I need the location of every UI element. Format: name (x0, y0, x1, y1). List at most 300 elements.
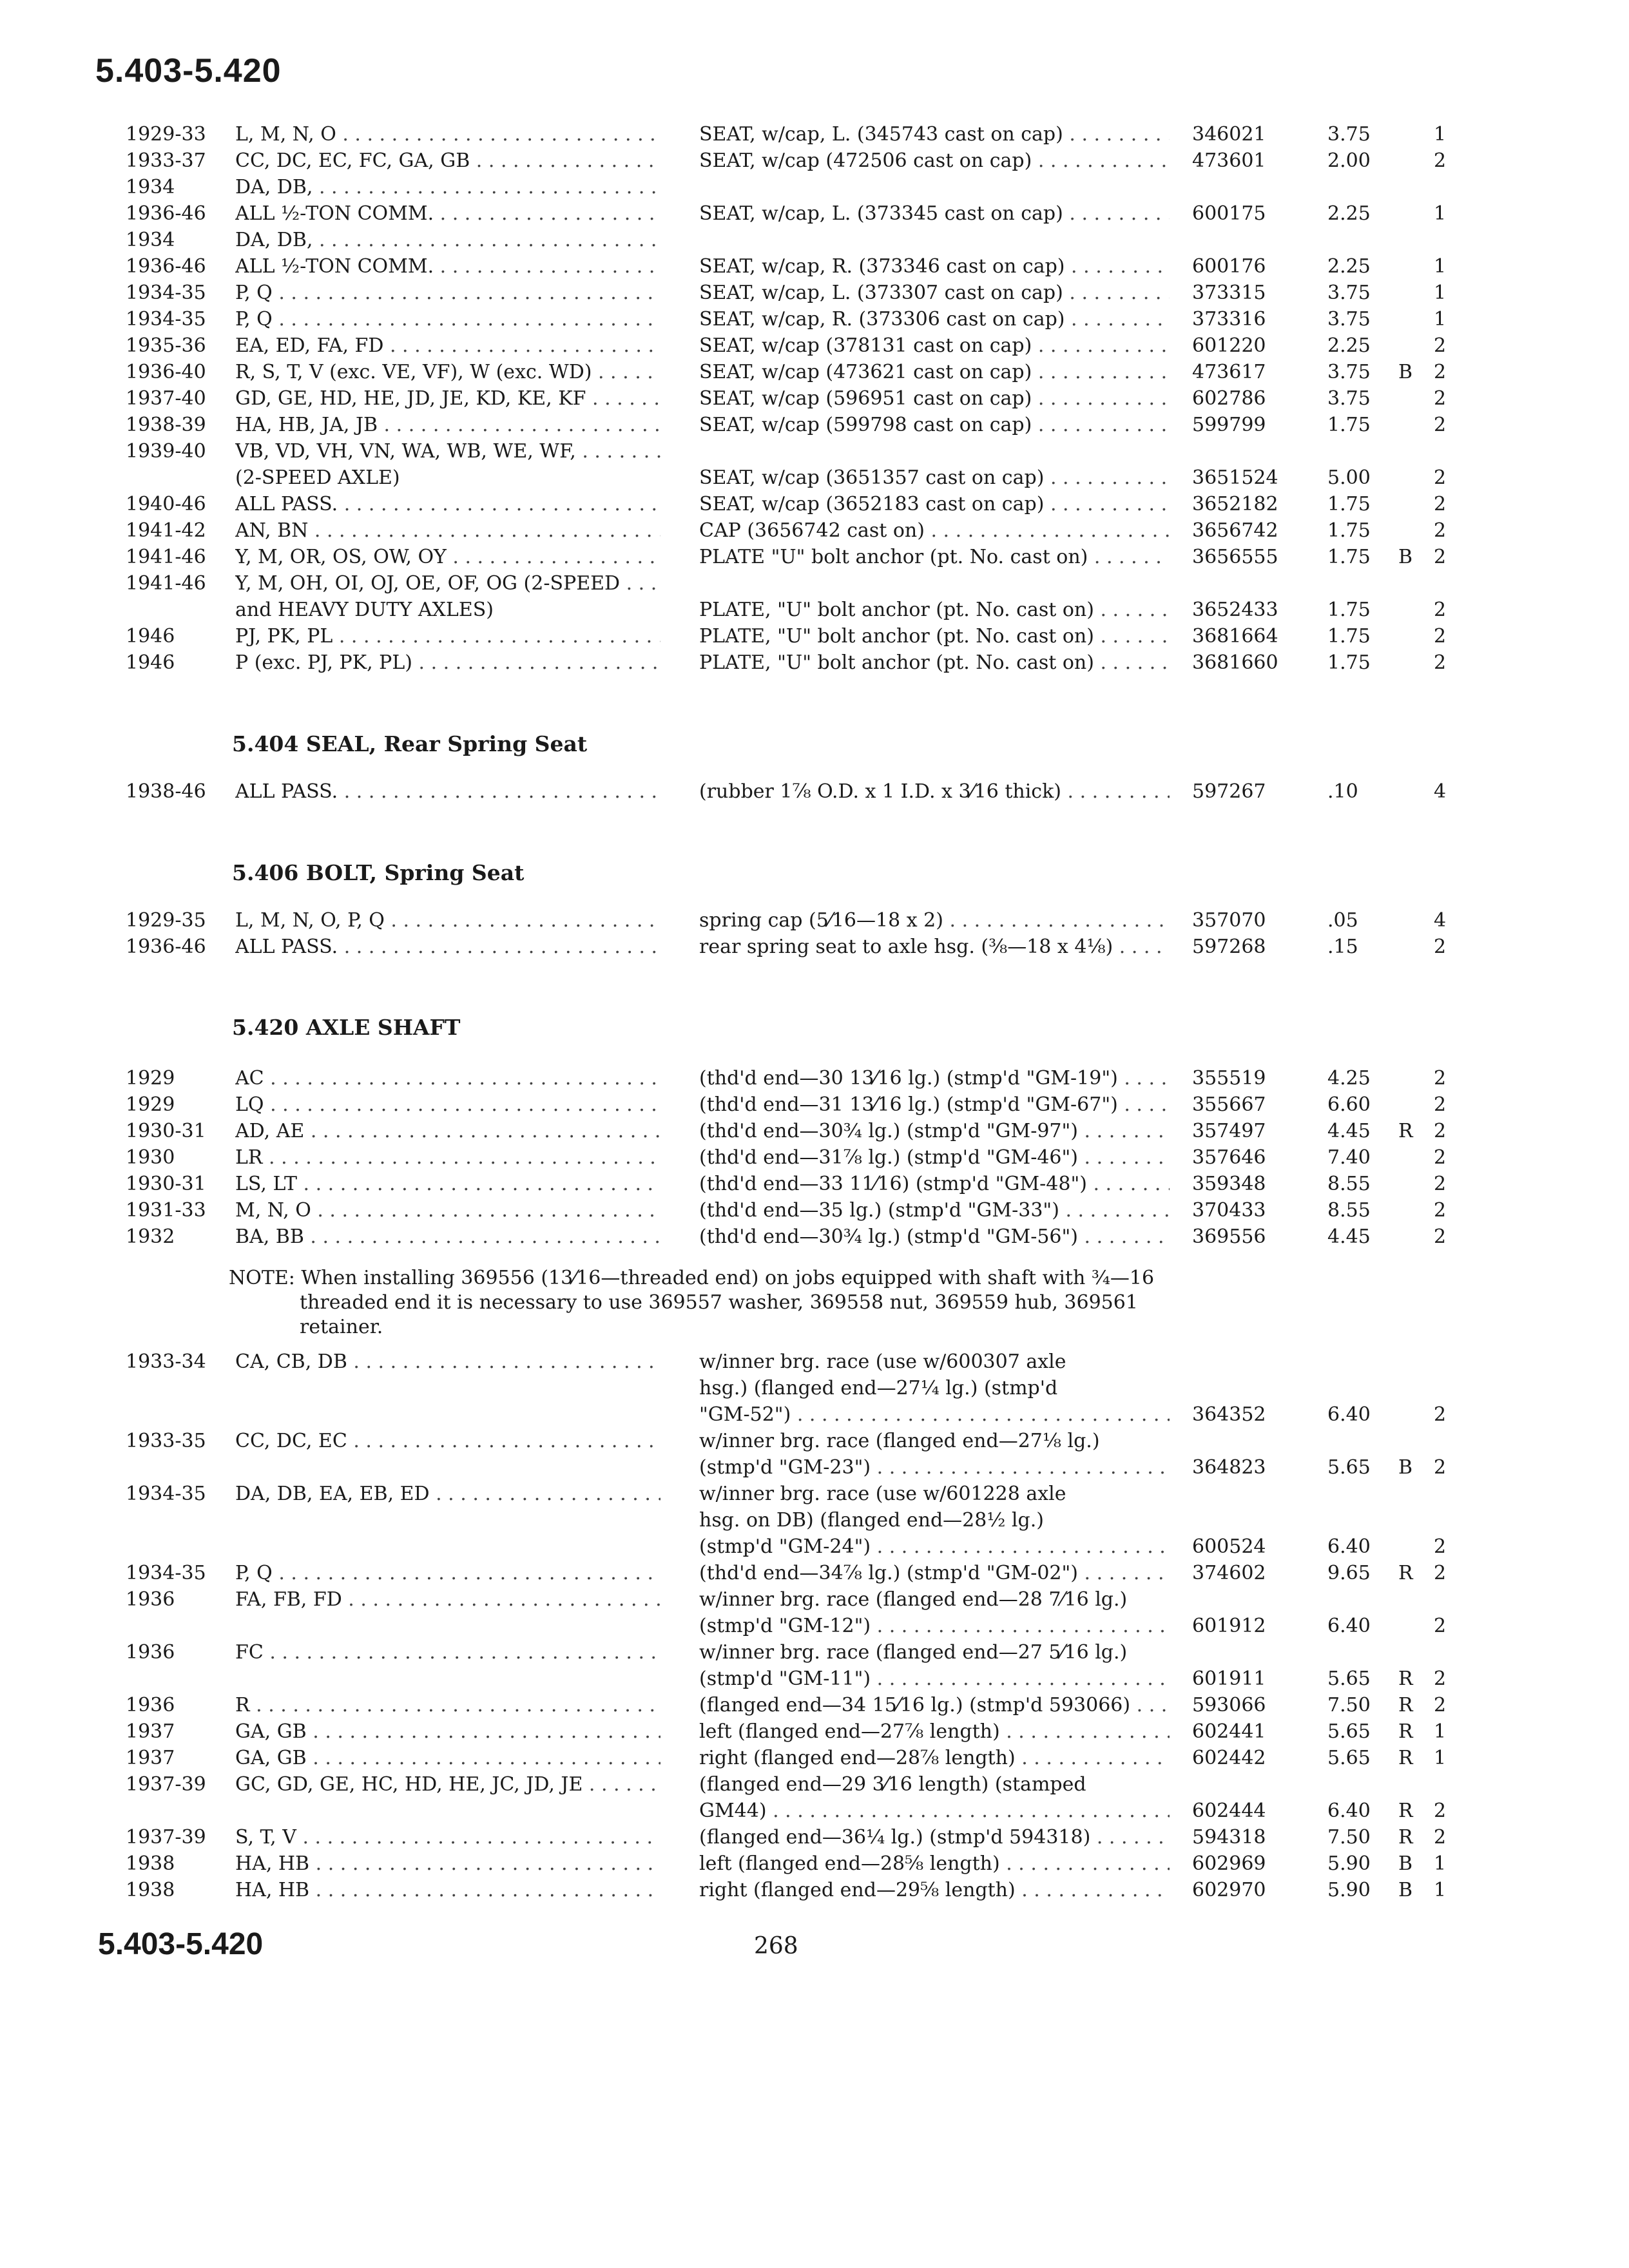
model-cell: Y, M, OH, OI, OJ, OE, OF, OG (2-SPEED . . . (235, 572, 660, 596)
price-cell: 3.75 (1327, 308, 1371, 331)
description-cell: "GM-52") . . . (699, 1403, 1170, 1427)
table-row (0, 466, 1629, 493)
part-number-cell: 369556 (1192, 1225, 1266, 1248)
year-cell: 1937 (126, 1747, 175, 1769)
quantity-cell: 2 (1434, 414, 1447, 436)
description-cell: hsg.) (flanged end—27¼ lg.) (stmp'd (699, 1377, 1058, 1399)
table-row (0, 1614, 1629, 1641)
quantity-cell: 1 (1434, 1747, 1447, 1769)
table-row (0, 1535, 1629, 1562)
price-cell: 8.55 (1327, 1199, 1371, 1222)
section-title-axle: 5.420 AXLE SHAFT (232, 1015, 461, 1040)
table-row (0, 228, 1629, 255)
description-cell: (flanged end—36¼ lg.) (stmp'd 594318) . . . (699, 1825, 1170, 1850)
table-row (0, 307, 1629, 334)
table-row (0, 780, 1629, 807)
price-cell: 3.75 (1327, 387, 1371, 410)
price-cell: 6.40 (1327, 1615, 1371, 1637)
year-cell: 1938 (126, 1852, 175, 1875)
year-cell: 1933-34 (126, 1350, 206, 1373)
quantity-cell: 1 (1434, 1852, 1447, 1875)
table-row (0, 1825, 1629, 1852)
quantity-cell: 2 (1434, 1093, 1447, 1116)
description-cell: rear spring seat to axle hsg. (⅜—18 x 4⅛) . . . (699, 935, 1170, 959)
table-row (0, 387, 1629, 414)
quantity-cell: 2 (1434, 1456, 1447, 1479)
year-cell: 1936-40 (126, 361, 206, 383)
model-cell: Y, M, OR, OS, OW, OY . . . (235, 545, 660, 570)
table-row (0, 122, 1629, 149)
year-cell: 1936 (126, 1588, 175, 1611)
code-cell: R (1398, 1667, 1413, 1690)
table-row (0, 1667, 1629, 1694)
code-cell: B (1398, 1852, 1413, 1875)
part-number-cell: 600175 (1192, 202, 1266, 225)
price-cell: 1.75 (1327, 493, 1371, 515)
quantity-cell: 2 (1434, 387, 1447, 410)
year-cell: 1946 (126, 625, 175, 648)
table-row (0, 1799, 1629, 1826)
page-header-range: 5.403-5.420 (95, 52, 282, 90)
description-cell: (stmp'd "GM-24") . . . (699, 1535, 1170, 1559)
part-number-cell: 597267 (1192, 780, 1266, 803)
page-footer-range: 5.403-5.420 (98, 1927, 264, 1961)
quantity-cell: 2 (1434, 1067, 1447, 1090)
table-row (0, 624, 1629, 651)
part-number-cell: 600176 (1192, 255, 1266, 278)
note-line-1: NOTE: When installing 369556 (13⁄16—threaded end) on jobs equipped with shaft with ¾—16 (229, 1267, 1155, 1289)
model-cell: DA, DB, EA, EB, ED . . . (235, 1482, 660, 1506)
year-cell: 1933-35 (126, 1430, 206, 1452)
year-cell: 1930 (126, 1146, 175, 1169)
price-cell: 2.25 (1327, 255, 1371, 278)
section-title-seal: 5.404 SEAL, Rear Spring Seat (232, 731, 588, 756)
price-cell: .05 (1327, 909, 1358, 932)
table-row (0, 149, 1629, 176)
part-number-cell: 373316 (1192, 308, 1266, 331)
part-number-cell: 364352 (1192, 1403, 1266, 1426)
quantity-cell: 1 (1434, 123, 1447, 146)
model-cell: GD, GE, HD, HE, JD, JE, KD, KE, KF . . . (235, 387, 660, 411)
part-number-cell: 357070 (1192, 909, 1266, 932)
quantity-cell: 2 (1434, 1225, 1447, 1248)
table-row (0, 651, 1629, 678)
year-cell: 1941-42 (126, 519, 206, 542)
quantity-cell: 4 (1434, 909, 1447, 932)
part-number-cell: 602969 (1192, 1852, 1266, 1875)
description-cell: PLATE, "U" bolt anchor (pt. No. cast on) . . . (699, 651, 1170, 675)
description-cell: (flanged end—34 15⁄16 lg.) (stmp'd 593066) . . . (699, 1693, 1170, 1718)
price-cell: 6.60 (1327, 1093, 1371, 1116)
year-cell: 1929-33 (126, 123, 206, 146)
description-cell: CAP (3656742 cast on) . . . (699, 519, 1170, 543)
description-cell: PLATE, "U" bolt anchor (pt. No. cast on) . . . (699, 624, 1170, 649)
table-row (0, 1429, 1629, 1456)
price-cell: 1.75 (1327, 414, 1371, 436)
part-number-cell: 601911 (1192, 1667, 1266, 1690)
table-row (0, 572, 1629, 599)
description-cell: SEAT, w/cap (596951 cast on cap) . . . (699, 387, 1170, 411)
price-cell: 6.40 (1327, 1403, 1371, 1426)
year-cell: 1938-46 (126, 780, 206, 803)
model-cell: P, Q . . . (235, 307, 660, 332)
note-line-3: retainer. (300, 1316, 383, 1338)
price-cell: 5.00 (1327, 466, 1371, 489)
price-cell: 4.25 (1327, 1067, 1371, 1090)
year-cell: 1938-39 (126, 414, 206, 436)
year-cell: 1930-31 (126, 1120, 206, 1142)
table-row (0, 1225, 1629, 1252)
part-number-cell: 370433 (1192, 1199, 1266, 1222)
quantity-cell: 1 (1434, 308, 1447, 331)
table-row (0, 202, 1629, 229)
description-cell: (rubber 1⅞ O.D. x 1 I.D. x 3⁄16 thick) . . . (699, 780, 1170, 804)
quantity-cell: 2 (1434, 149, 1447, 172)
model-cell: R . . . (235, 1693, 660, 1718)
price-cell: 9.65 (1327, 1562, 1371, 1584)
table-row (0, 1456, 1629, 1483)
description-cell: SEAT, w/cap, L. (345743 cast on cap) . . . (699, 122, 1170, 147)
year-cell: 1941-46 (126, 546, 206, 568)
model-cell: AD, AE . . . (235, 1119, 660, 1144)
price-cell: 5.90 (1327, 1852, 1371, 1875)
price-cell: 1.75 (1327, 651, 1371, 674)
part-number-cell: 593066 (1192, 1694, 1266, 1716)
year-cell: 1931-33 (126, 1199, 206, 1222)
table-row (0, 255, 1629, 282)
price-cell: .10 (1327, 780, 1358, 803)
table-row (0, 1508, 1629, 1535)
table-row (0, 334, 1629, 361)
model-cell: ALL PASS. . . . (235, 492, 660, 517)
quantity-cell: 1 (1434, 202, 1447, 225)
model-cell: (2-SPEED AXLE) (235, 466, 400, 489)
quantity-cell: 2 (1434, 1800, 1447, 1822)
table-row (0, 1376, 1629, 1403)
price-cell: 2.25 (1327, 202, 1371, 225)
table-row (0, 1146, 1629, 1173)
table-row (0, 1403, 1629, 1430)
model-cell: EA, ED, FA, FD . . . (235, 334, 660, 358)
model-cell: LR . . . (235, 1146, 660, 1170)
model-cell: CC, DC, EC, FC, GA, GB . . . (235, 149, 660, 173)
part-number-cell: 473617 (1192, 361, 1266, 383)
quantity-cell: 2 (1434, 1146, 1447, 1169)
year-cell: 1930-31 (126, 1173, 206, 1195)
description-cell: (thd'd end—31 13⁄16 lg.) (stmp'd "GM-67") . . . (699, 1093, 1170, 1117)
table-row (0, 1066, 1629, 1093)
description-cell: PLATE, "U" bolt anchor (pt. No. cast on) . . . (699, 598, 1170, 622)
model-cell: S, T, V . . . (235, 1825, 660, 1850)
table-row (0, 1172, 1629, 1199)
model-cell: CA, CB, DB . . . (235, 1350, 660, 1374)
description-cell: GM44) . . . (699, 1799, 1170, 1823)
description-cell: (stmp'd "GM-12") . . . (699, 1614, 1170, 1639)
model-cell: DA, DB, . . . (235, 175, 660, 200)
model-cell: LS, LT . . . (235, 1172, 660, 1196)
model-cell: P, Q . . . (235, 281, 660, 305)
model-cell: FA, FB, FD . . . (235, 1588, 660, 1612)
year-cell: 1937-40 (126, 387, 206, 410)
description-cell: SEAT, w/cap, L. (373307 cast on cap) . . . (699, 281, 1170, 305)
description-cell: SEAT, w/cap, R. (373306 cast on cap) . . . (699, 307, 1170, 332)
part-number-cell: 355667 (1192, 1093, 1266, 1116)
quantity-cell: 2 (1434, 1403, 1447, 1426)
price-cell: 7.40 (1327, 1146, 1371, 1169)
part-number-cell: 357646 (1192, 1146, 1266, 1169)
part-number-cell: 373315 (1192, 282, 1266, 304)
part-number-cell: 3656742 (1192, 519, 1278, 542)
table-row (0, 1720, 1629, 1747)
model-cell: R, S, T, V (exc. VE, VF), W (exc. WD) . . . (235, 360, 660, 385)
quantity-cell: 2 (1434, 1120, 1447, 1142)
model-cell: and HEAVY DUTY AXLES) (235, 599, 494, 621)
description-cell: (thd'd end—35 lg.) (stmp'd "GM-33") . . . (699, 1198, 1170, 1223)
model-cell: CC, DC, EC . . . (235, 1429, 660, 1454)
description-cell: left (flanged end—28⅝ length) . . . (699, 1852, 1170, 1876)
price-cell: 5.90 (1327, 1879, 1371, 1901)
table-row (0, 935, 1629, 962)
table-row (0, 175, 1629, 202)
section-title-bolt: 5.406 BOLT, Spring Seat (232, 860, 525, 885)
price-cell: 1.75 (1327, 599, 1371, 621)
description-cell: SEAT, w/cap (599798 cast on cap) . . . (699, 413, 1170, 437)
description-cell: (thd'd end—30 13⁄16 lg.) (stmp'd "GM-19") . . . (699, 1066, 1170, 1091)
quantity-cell: 2 (1434, 493, 1447, 515)
price-cell: 4.45 (1327, 1225, 1371, 1248)
quantity-cell: 2 (1434, 1667, 1447, 1690)
part-number-cell: 602970 (1192, 1879, 1266, 1901)
description-cell: w/inner brg. race (use w/601228 axle (699, 1483, 1066, 1505)
description-cell: spring cap (5⁄16—18 x 2) . . . (699, 908, 1170, 933)
quantity-cell: 2 (1434, 1535, 1447, 1558)
price-cell: 2.25 (1327, 334, 1371, 357)
model-cell: VB, VD, VH, VN, WA, WB, WE, WF, . . . (235, 439, 660, 464)
description-cell: SEAT, w/cap (473621 cast on cap) . . . (699, 360, 1170, 385)
note-line-2: threaded end it is necessary to use 369557 washer, 369558 nut, 369559 hub, 369561 (300, 1291, 1138, 1314)
description-cell: SEAT, w/cap (3651357 cast on cap) . . . (699, 466, 1170, 490)
description-cell: SEAT, w/cap (472506 cast on cap) . . . (699, 149, 1170, 173)
table-row (0, 1852, 1629, 1879)
part-number-cell: 601220 (1192, 334, 1266, 357)
quantity-cell: 1 (1434, 1879, 1447, 1901)
year-cell: 1939-40 (126, 440, 206, 463)
model-cell: BA, BB . . . (235, 1225, 660, 1249)
code-cell: R (1398, 1562, 1413, 1584)
quantity-cell: 2 (1434, 936, 1447, 958)
part-number-cell: 3681660 (1192, 651, 1278, 674)
code-cell: R (1398, 1120, 1413, 1142)
part-number-cell: 597268 (1192, 936, 1266, 958)
year-cell: 1934-35 (126, 308, 206, 331)
table-row (0, 1350, 1629, 1377)
code-cell: R (1398, 1800, 1413, 1822)
model-cell: AN, BN . . . (235, 519, 660, 543)
code-cell: B (1398, 1879, 1413, 1901)
price-cell: 2.00 (1327, 149, 1371, 172)
description-cell: SEAT, w/cap (3652183 cast on cap) . . . (699, 492, 1170, 517)
year-cell: 1935-36 (126, 334, 206, 357)
year-cell: 1937 (126, 1720, 175, 1743)
table-row (0, 908, 1629, 936)
description-cell: SEAT, w/cap (378131 cast on cap) . . . (699, 334, 1170, 358)
description-cell: (thd'd end—33 11⁄16) (stmp'd "GM-48") . . . (699, 1172, 1170, 1196)
table-row (0, 1093, 1629, 1120)
quantity-cell: 1 (1434, 255, 1447, 278)
model-cell: GC, GD, GE, HC, HD, HE, JC, JD, JE . . . (235, 1773, 660, 1797)
part-number-cell: 601912 (1192, 1615, 1266, 1637)
part-number-cell: 599799 (1192, 414, 1266, 436)
part-number-cell: 3651524 (1192, 466, 1278, 489)
year-cell: 1940-46 (126, 493, 206, 515)
year-cell: 1938 (126, 1879, 175, 1901)
table-row (0, 1773, 1629, 1800)
part-number-cell: 600524 (1192, 1535, 1266, 1558)
code-cell: R (1398, 1826, 1413, 1849)
model-cell: ALL ½-TON COMM. . . . (235, 202, 660, 226)
year-cell: 1934-35 (126, 1483, 206, 1505)
price-cell: 3.75 (1327, 123, 1371, 146)
table-row (0, 598, 1629, 625)
price-cell: 8.55 (1327, 1173, 1371, 1195)
part-number-cell: 3681664 (1192, 625, 1278, 648)
price-cell: 1.75 (1327, 519, 1371, 542)
part-number-cell: 602442 (1192, 1747, 1266, 1769)
price-cell: 6.40 (1327, 1535, 1371, 1558)
table-row (0, 545, 1629, 572)
model-cell: ALL PASS. . . . (235, 780, 660, 804)
part-number-cell: 374602 (1192, 1562, 1266, 1584)
part-number-cell: 3652433 (1192, 599, 1278, 621)
quantity-cell: 2 (1434, 1694, 1447, 1716)
part-number-cell: 602786 (1192, 387, 1266, 410)
description-cell: (flanged end—29 3⁄16 length) (stamped (699, 1773, 1086, 1796)
table-row (0, 360, 1629, 387)
price-cell: 5.65 (1327, 1720, 1371, 1743)
quantity-cell: 2 (1434, 519, 1447, 542)
table-row (0, 1640, 1629, 1667)
description-cell: (stmp'd "GM-23") . . . (699, 1456, 1170, 1480)
model-cell: GA, GB . . . (235, 1720, 660, 1744)
table-row (0, 413, 1629, 440)
year-cell: 1929 (126, 1067, 175, 1090)
year-cell: 1937-39 (126, 1773, 206, 1796)
quantity-cell: 2 (1434, 1199, 1447, 1222)
quantity-cell: 4 (1434, 780, 1447, 803)
price-cell: 3.75 (1327, 282, 1371, 304)
code-cell: B (1398, 546, 1413, 568)
description-cell: (thd'd end—31⅞ lg.) (stmp'd "GM-46") . . . (699, 1146, 1170, 1170)
year-cell: 1932 (126, 1225, 175, 1248)
price-cell: 5.65 (1327, 1456, 1371, 1479)
part-number-cell: 357497 (1192, 1120, 1266, 1142)
page-number: 268 (754, 1933, 798, 1959)
description-cell: w/inner brg. race (flanged end—27⅛ lg.) (699, 1430, 1100, 1452)
model-cell: FC . . . (235, 1640, 660, 1665)
model-cell: HA, HB . . . (235, 1852, 660, 1876)
year-cell: 1934 (126, 229, 175, 251)
price-cell: 6.40 (1327, 1800, 1371, 1822)
part-number-cell: 602444 (1192, 1800, 1266, 1822)
part-number-cell: 346021 (1192, 123, 1266, 146)
quantity-cell: 2 (1434, 361, 1447, 383)
table-row (0, 439, 1629, 466)
price-cell: 5.65 (1327, 1747, 1371, 1769)
description-cell: w/inner brg. race (flanged end—28 7⁄16 lg.) (699, 1588, 1128, 1611)
code-cell: B (1398, 361, 1413, 383)
part-number-cell: 3656555 (1192, 546, 1278, 568)
year-cell: 1936 (126, 1641, 175, 1664)
part-number-cell: 473601 (1192, 149, 1266, 172)
description-cell: (thd'd end—30¾ lg.) (stmp'd "GM-97") . . . (699, 1119, 1170, 1144)
description-cell: right (flanged end—28⅞ length) . . . (699, 1746, 1170, 1771)
year-cell: 1937-39 (126, 1826, 206, 1849)
part-number-cell: 3652182 (1192, 493, 1278, 515)
price-cell: 5.65 (1327, 1667, 1371, 1690)
description-cell: left (flanged end—27⅞ length) . . . (699, 1720, 1170, 1744)
table-row (0, 1693, 1629, 1720)
model-cell: HA, HB . . . (235, 1878, 660, 1903)
price-cell: 3.75 (1327, 361, 1371, 383)
model-cell: ALL PASS. . . . (235, 935, 660, 959)
year-cell: 1936 (126, 1694, 175, 1716)
year-cell: 1936-46 (126, 936, 206, 958)
year-cell: 1946 (126, 651, 175, 674)
description-cell: (stmp'd "GM-11") . . . (699, 1667, 1170, 1691)
quantity-cell: 2 (1434, 599, 1447, 621)
quantity-cell: 2 (1434, 466, 1447, 489)
part-number-cell: 355519 (1192, 1067, 1266, 1090)
quantity-cell: 2 (1434, 1562, 1447, 1584)
model-cell: P, Q . . . (235, 1561, 660, 1586)
description-cell: SEAT, w/cap, R. (373346 cast on cap) . . . (699, 255, 1170, 279)
year-cell: 1934 (126, 176, 175, 198)
part-number-cell: 359348 (1192, 1173, 1266, 1195)
code-cell: R (1398, 1694, 1413, 1716)
price-cell: 7.50 (1327, 1694, 1371, 1716)
model-cell: PJ, PK, PL . . . (235, 624, 660, 649)
model-cell: ALL ½-TON COMM. . . . (235, 255, 660, 279)
description-cell: SEAT, w/cap, L. (373345 cast on cap) . . . (699, 202, 1170, 226)
year-cell: 1933-37 (126, 149, 206, 172)
year-cell: 1941-46 (126, 572, 206, 595)
description-cell: (thd'd end—30¾ lg.) (stmp'd "GM-56") . . . (699, 1225, 1170, 1249)
year-cell: 1936-46 (126, 202, 206, 225)
price-cell: .15 (1327, 936, 1358, 958)
table-row (0, 1588, 1629, 1615)
year-cell: 1929-35 (126, 909, 206, 932)
table-row (0, 1482, 1629, 1509)
price-cell: 1.75 (1327, 546, 1371, 568)
quantity-cell: 2 (1434, 1173, 1447, 1195)
installation-note (229, 1266, 1195, 1340)
model-cell: LQ . . . (235, 1093, 660, 1117)
quantity-cell: 1 (1434, 1720, 1447, 1743)
table-row (0, 1561, 1629, 1588)
description-cell: right (flanged end—29⅝ length) . . . (699, 1878, 1170, 1903)
quantity-cell: 2 (1434, 1826, 1447, 1849)
table-row (0, 1198, 1629, 1225)
model-cell: L, M, N, O . . . (235, 122, 660, 147)
year-cell: 1934-35 (126, 1562, 206, 1584)
price-cell: 1.75 (1327, 625, 1371, 648)
table-row (0, 519, 1629, 546)
quantity-cell: 2 (1434, 334, 1447, 357)
model-cell: DA, DB, . . . (235, 228, 660, 253)
description-cell: hsg. on DB) (flanged end—28½ lg.) (699, 1509, 1044, 1532)
quantity-cell: 2 (1434, 546, 1447, 568)
quantity-cell: 2 (1434, 625, 1447, 648)
